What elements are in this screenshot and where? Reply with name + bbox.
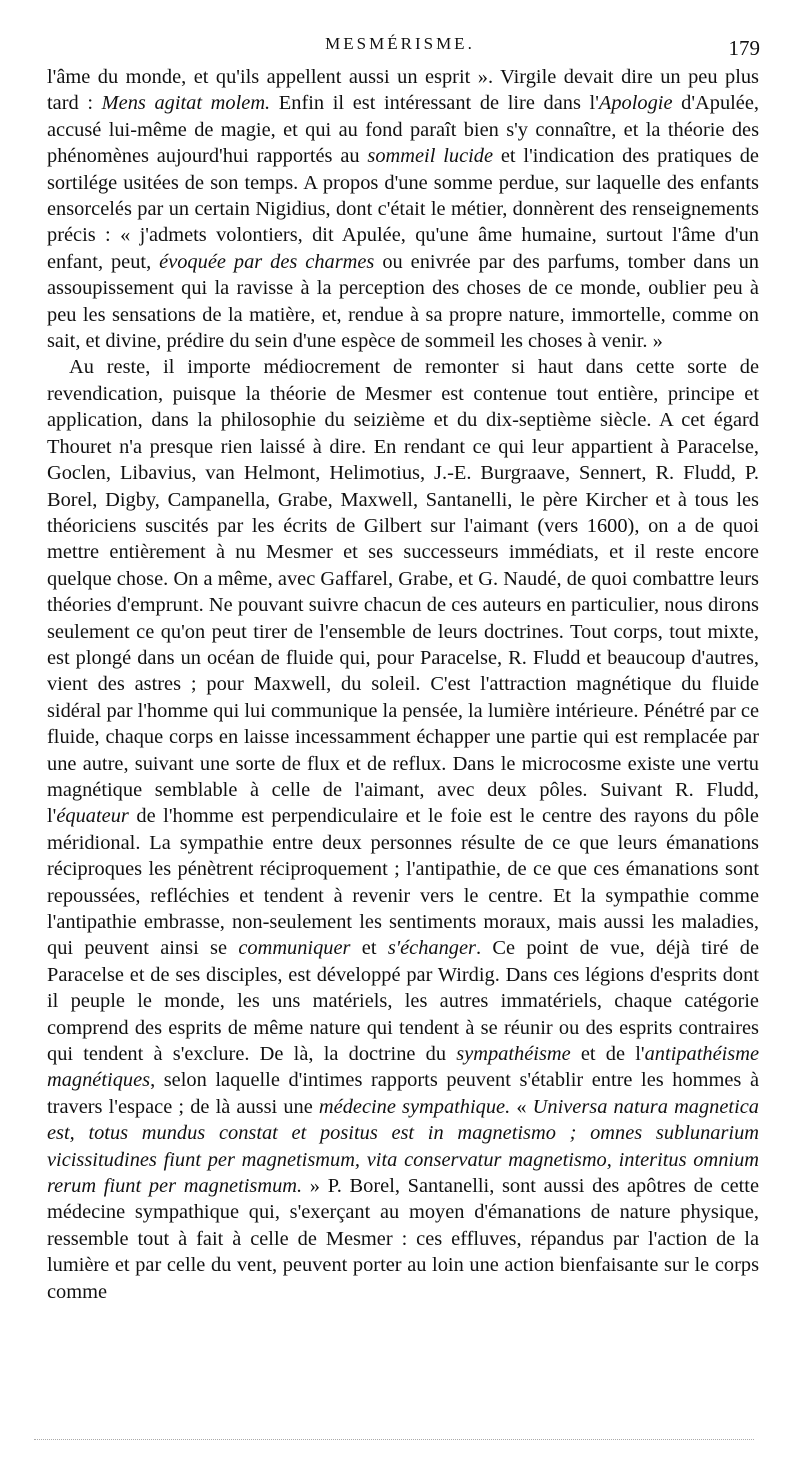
italic-run: communiquer: [238, 937, 351, 960]
text-run: et: [350, 937, 388, 960]
text-run: et l'indication des pratiques de sortilége usitées de son temps. A propos d'une somme perdue, sur laquelle des enfants ensorcelés par un certain Nigidius, dont c'était le métier, donnèrent des renseignements précis : « j'admets volontiers, dit Apulée, qu'une âme humaine, surtout l'âme d'un enfant, peut,: [47, 145, 759, 273]
italic-run: Mens agitat molem.: [101, 92, 271, 115]
italic-run: Universa natura magnetica est, totus mundus constat et positus est in magnetismo ; omnes sublunarium vicissitudines fiunt per magnetismum, vita conservatur magnetismo, interitus omnium rerum fiunt per magnetismum.: [47, 1095, 760, 1198]
text-body: [47, 64, 759, 1305]
paragraph-apulee: [47, 64, 759, 354]
italic-run: sympathéisme: [456, 1043, 571, 1066]
text-run: » P. Borel, Santanelli, sont aussi des apôtres de cette médecine sympathique qui, s'exerçant au moyen d'émanations de nature physique, ressemble tout à fait à celle de Mesmer : ces effluves, répandus par l'action de la lumière et par celle du vent, peuvent porter au loin une action bienfaisante sur le corps comme: [47, 1175, 759, 1303]
italic-run: sommeil lucide: [367, 145, 494, 168]
italic-run: antipathéisme magnétiques: [47, 1043, 760, 1092]
text-run: «: [510, 1095, 533, 1118]
italic-run: médecine sympathique.: [318, 1095, 511, 1118]
text-run: d'Apulée, accusé lui-même de magie, et qui au fond paraît bien s'y connaître, et la théorie des phénomènes aujourd'hui rapportés au: [47, 92, 760, 168]
running-head: [0, 34, 800, 58]
footer-rule: [34, 1439, 754, 1440]
italic-run: s'échanger: [387, 937, 476, 960]
text-run: de l'homme est perpendiculaire et le foie est le centre des rayons du pôle méridional. La sympathie entre deux personnes résulte de ce que leurs émanations réciproques les pénètrent réciproquement ; l'antipathie, de ce que ces émanations sont repoussées, refléchies et tendent à revenir vers le centre. Et la sympathie comme l'antipathie embrasse, non-seulement les sentiments moraux, mais aussi les maladies, qui peuvent ainsi se: [47, 805, 759, 960]
text-run: et de l': [570, 1043, 645, 1066]
text-run: . Ce point de vue, déjà tiré de Paracelse et de ses disciples, est développé par Wirdig. Dans ces légions d'esprits dont il peuple le monde, les uns matériels, les autres immatériels, chaque catégorie comprend des esprits de même nature qui tendent à se réunir ou des esprits contraires qui tendent à s'exclure. De là, la doctrine du: [47, 937, 759, 1066]
page-number: 179: [728, 36, 760, 60]
text-run: Enfin il est intéressant de lire dans l': [270, 92, 599, 115]
text-run: ou enivrée par des parfums, tomber dans un assoupissement qui la ravisse à la perception des choses de ce monde, oublier peu à peu les sensations de la matière, et, rendue à sa propre nature, immortelle, comme on sait, et divine, prédire du sein d'une espèce de sommeil les choses à venir. »: [47, 250, 759, 353]
italic-run: équateur: [56, 805, 129, 828]
text-run: l'âme du monde, et qu'ils appellent aussi un esprit ». Virgile devait dire un peu plus tard :: [47, 66, 759, 115]
italic-run: Apologie: [598, 92, 673, 115]
italic-run: évoquée par des charmes: [159, 250, 375, 273]
paragraph-mesmer-sources: [47, 354, 759, 1305]
running-title: MESMÉRISME.: [325, 34, 475, 53]
text-run: , selon laquelle d'intimes rapports peuvent s'établir entre les hommes à travers l'espace ; de là aussi une: [47, 1069, 759, 1118]
text-run: Au reste, il importe médiocrement de remonter si haut dans cette sorte de revendication, puisque la théorie de Mesmer est contenue tout entière, principe et application, dans la philosophie du seizième et du dix-septième siècle. A cet égard Thouret n'a presque rien laissé à dire. En rendant ce qui leur appartient à Paracelse, Goclen, Libavius, van Helmont, Helimotius, J.-E. Burgraave, Sennert, R. Fludd, P. Borel, Digby, Campanella, Grabe, Maxwell, Santanelli, le père Kircher et à tous les théoriciens suscités par les écrits de Gilbert sur l'aimant (vers 1600), on a de quoi mettre entièrement à nu Mesmer et ses successeurs immédiats, et il reste encore quelque chose. On a même, avec Gaffarel, Grabe, et G. Naudé, de quoi combattre leurs théories d'emprunt. Ne pouvant suivre chacun de ces auteurs en particulier, nous dirons seulement ce qu'on peut tirer de l'ensemble de leurs doctrines. Tout corps, tout mixte, est plongé dans un océan de fluide qui, pour Paracelse, R. Fludd et beaucoup d'autres, vient des astres ; pour Maxwell, du soleil. C'est l'attraction magnétique du fluide sidéral par l'homme qui lui communique la pensée, la lumière intérieure. Pénétré par ce fluide, chaque corps en laisse incessamment échapper une partie qui est remplacée par une autre, suivant une sorte de flux et de reflux. Dans le microcosme existe une vertu magnétique semblable à celle de l'aimant, avec deux pôles. Suivant R. Fludd, l': [47, 356, 759, 828]
